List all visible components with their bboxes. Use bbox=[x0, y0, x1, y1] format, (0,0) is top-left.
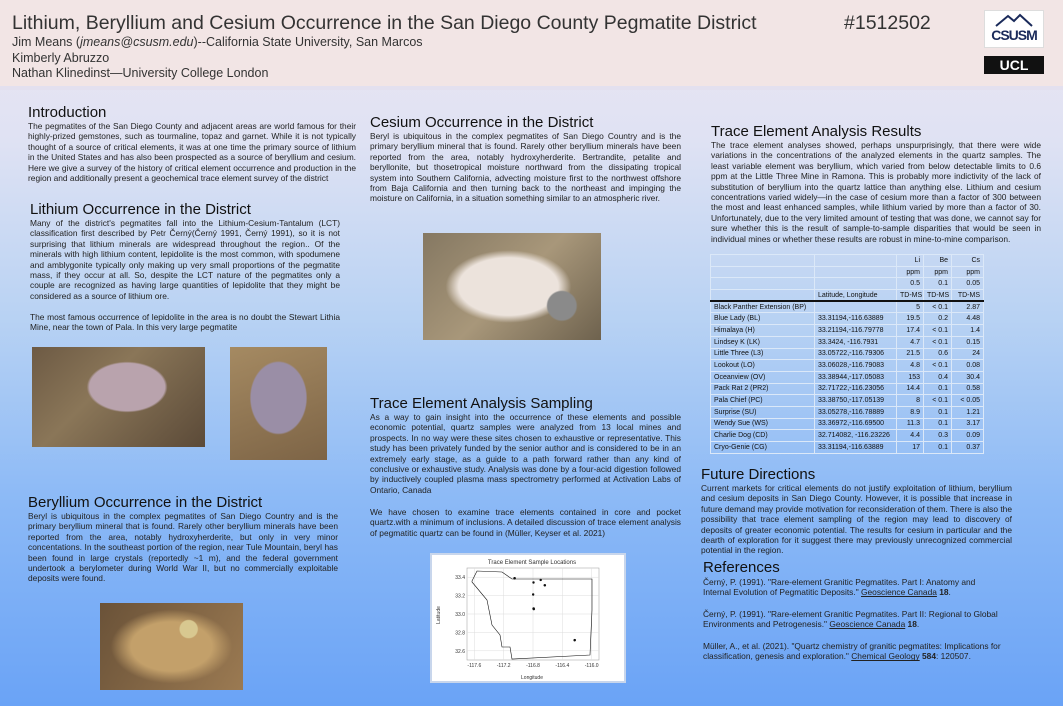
map-ylabel: Latitude bbox=[436, 606, 442, 624]
future-heading: Future Directions bbox=[701, 466, 816, 483]
table-cell bbox=[711, 278, 815, 290]
table-row bbox=[711, 325, 984, 337]
table-cell: Lindsey K (LK) bbox=[711, 336, 815, 348]
reference-journal: Geoscience Canada bbox=[861, 587, 937, 598]
table-cell: 3.17 bbox=[952, 418, 984, 430]
table-cell: 19.5 bbox=[897, 313, 924, 325]
table-cell: 153 bbox=[897, 371, 924, 383]
intro-text: The pegmatites of the San Diego County and adjacent areas are world famous for their highly-prized gemstones, such as tourmaline, topaz and garnet. While it is not typically thought of a source of critical elements, it was at one time the primary source of lithium in the United States and has also been prospected as a source of beryllium and cesium. Here we give a survey of the history of critical element occurrence and production in the region and additionally present a geochemical trace element survey of the district bbox=[28, 121, 356, 184]
reference-text: Müller, A., et al. (2021). "Quartz chemistry of granitic pegmatites: Implications for classification, genesis and exploration." bbox=[703, 641, 1001, 662]
table-cell: 8.9 bbox=[897, 406, 924, 418]
table-cell: < 0.1 bbox=[924, 325, 952, 337]
map-xtick: -116.0 bbox=[584, 663, 599, 669]
beryllium-text: Beryl is ubiquitous in the complex pegmatites of San Diego Country and is the primary beryllium mineral that is found. Rarely other beryllium minerals have been reported from the area, notably hydroxyherderite, but only in very minor concentations. In the southeast portion of the region, near Tule Mountain, beryl has been found in large crystals (reportedly ~1 m), and the federal government undertook a berylometer during World War II, but no commercially exploitable deposits were found. bbox=[28, 511, 338, 584]
table-cell: < 0.1 bbox=[924, 301, 952, 313]
table-cell: 32.714082, -116.23226 bbox=[815, 430, 897, 442]
sampling-text-2: We have chosen to examine trace elements contained in core and pocket quartz.with a minimum of inclusions. A detailed discussion of trace element analysis of pegmatitic quartz can be found in (Müller, Keyser et al. 2021) bbox=[370, 507, 681, 538]
header-row-elements bbox=[711, 255, 984, 267]
table-cell: ppm bbox=[952, 266, 984, 278]
table-cell: 0.1 bbox=[924, 406, 952, 418]
map-xlabel: Longitude bbox=[521, 675, 543, 681]
table-row bbox=[711, 406, 984, 418]
table-cell: Pala Chief (PC) bbox=[711, 395, 815, 407]
reference-text: Černý, P. (1991). "Rare-element Granitic Pegmatites. Part I: Anatomy and Internal Evolution of Pegmatitic Deposits." bbox=[703, 577, 976, 598]
table-cell: Cs bbox=[952, 255, 984, 267]
sample-location-point bbox=[513, 577, 515, 579]
table-cell: 0.1 bbox=[924, 442, 952, 454]
header-row-units bbox=[711, 266, 984, 278]
table-row bbox=[711, 360, 984, 372]
author-3: Nathan Klinedinst—University College London bbox=[12, 66, 269, 80]
table-cell: 0.5 bbox=[897, 278, 924, 290]
reference-volume: 18 bbox=[936, 587, 949, 598]
author-email: jmeans@csusm.edu bbox=[80, 35, 194, 49]
reference-volume: 584 bbox=[919, 651, 936, 662]
table-cell bbox=[711, 255, 815, 267]
map-xtick: -117.6 bbox=[467, 663, 482, 669]
table-cell: Charlie Dog (CD) bbox=[711, 430, 815, 442]
author-1 bbox=[12, 35, 423, 49]
table-cell bbox=[711, 290, 815, 302]
table-cell: 0.08 bbox=[952, 360, 984, 372]
sample-location-point bbox=[540, 579, 542, 581]
table-cell: 30.4 bbox=[952, 371, 984, 383]
poster-id: #1512502 bbox=[844, 12, 931, 34]
map-xtick: -116.4 bbox=[555, 663, 570, 669]
table-cell: 4.8 bbox=[897, 360, 924, 372]
reference-end: : 120507. bbox=[935, 651, 971, 662]
future-text: Current markets for critical elements do not justify exploitation of lithium, beryllium and cesium deposits in San Diego County. However, it is possible that increase in future demand may provide motivation for reconsideration of them. There is also the possibility that trace element sampling of the region may lead to discovery of deposits of greater economic potential. The results for cesium in particular and the dearth of exploration for it suggest there may previously unrecognized commercial potential in the region. bbox=[701, 483, 1012, 556]
sample-location-point bbox=[544, 584, 546, 586]
reference-end: . bbox=[916, 619, 920, 630]
table-cell: 0.58 bbox=[952, 383, 984, 395]
lithium-heading: Lithium Occurrence in the District bbox=[30, 201, 251, 218]
table-cell bbox=[815, 278, 897, 290]
table-cell bbox=[815, 301, 897, 313]
table-row bbox=[711, 418, 984, 430]
table-cell: TD-MS bbox=[897, 290, 924, 302]
table-cell: Latitude, Longitude bbox=[815, 290, 897, 302]
table-cell: 0.2 bbox=[924, 313, 952, 325]
table-cell: ppm bbox=[897, 266, 924, 278]
table-cell: 17 bbox=[897, 442, 924, 454]
table-row bbox=[711, 383, 984, 395]
table-row bbox=[711, 430, 984, 442]
cesium-heading: Cesium Occurrence in the District bbox=[370, 114, 594, 131]
cesium-text: Beryl is ubiquitous in the complex pegmatites of San Diego Country and is the primary beryllium mineral that is found. Rarely other beryllium minerals have been reported from the area, notably hydroxyherderite. Bertrandite, petalite and beryllonite, but thosetropical moisture northward from the dissipating tropical system into Southern California, advecting moisture first to the northwest offshore from Baja California and then turning back to the northeast and impinging the moisture on California, in a situation something similar to an atmospheric river. bbox=[370, 131, 681, 204]
table-cell: 0.37 bbox=[952, 442, 984, 454]
table-cell: 17.4 bbox=[897, 325, 924, 337]
table-cell: 33.06028,-116.79083 bbox=[815, 360, 897, 372]
ucl-logo: UCL bbox=[984, 56, 1044, 74]
table-cell: 21.5 bbox=[897, 348, 924, 360]
table-cell: 33.05278,-116.78889 bbox=[815, 406, 897, 418]
author-2: Kimberly Abruzzo bbox=[12, 51, 110, 65]
beryllium-heading: Beryllium Occurrence in the District bbox=[28, 494, 263, 511]
table-cell: 0.4 bbox=[924, 371, 952, 383]
table-cell: Little Three (L3) bbox=[711, 348, 815, 360]
table-cell: 24 bbox=[952, 348, 984, 360]
map-ytick: 33.4 bbox=[455, 575, 465, 582]
lepidolite-sample-photo bbox=[230, 347, 327, 460]
results-text: The trace element analyses showed, perhaps unspurprisingly, that there were wide variations in the concentrations of the analyzed elements in the quartz samples. The least variable element was beryllium, which varied from below detectable limits to 0.6 ppm at the Little Three Mine in Ramona. This is probably more indictivity of the lack of substitution of beryllium into the quartz lattice than anything else. Lithium and cesium concentrations varied widely—in the case of cesium more than a factor of 300 between the most and least enhanced samples, while lithium varied by more than a factor of 30. Unfortunately, due to the very limited amount of testing that was done, we cannot say for sure whether this is the result of sample-to-sample disparities that would be seen in individual mines or whether these results are robust in mine-to-mine comparison. bbox=[711, 140, 1041, 244]
sample-location-point bbox=[532, 593, 534, 595]
table-row bbox=[711, 348, 984, 360]
table-cell: 0.05 bbox=[952, 278, 984, 290]
table-cell: 0.6 bbox=[924, 348, 952, 360]
table-cell: 33.21194,-116.79778 bbox=[815, 325, 897, 337]
references-heading: References bbox=[703, 559, 780, 576]
sampling-heading: Trace Element Analysis Sampling bbox=[370, 395, 593, 412]
table-cell: TD-MS bbox=[952, 290, 984, 302]
reference-end: . bbox=[948, 587, 951, 598]
table-cell: 0.1 bbox=[924, 278, 952, 290]
table-cell: Li bbox=[897, 255, 924, 267]
map-xtick: -116.8 bbox=[526, 663, 540, 669]
table-cell: < 0.1 bbox=[924, 336, 952, 348]
table-cell: 33.38750,-117.05139 bbox=[815, 395, 897, 407]
table-cell: 0.3 bbox=[924, 430, 952, 442]
table-cell: 33.38944,-117.05083 bbox=[815, 371, 897, 383]
reference-journal: Chemical Geology bbox=[851, 651, 920, 662]
sampling-text: As a way to gain insight into the occurrence of these elements and possible economic potential, quartz samples were analyzed from 13 local mines and prospects. In no way were these sites chosen to exhaustive or representative. This study has been privately funded by the senior author and is considered to be in an extremely early stage, as a guide to a path forward rather than any kind of conclusive or exhaustive study. Analysis was done by a four-acid digestion followed by inductively coupled plasma mass spectrometry performed at Activation Labs of Ontario, Canada bbox=[370, 412, 681, 495]
table-row bbox=[711, 371, 984, 383]
table-cell bbox=[711, 266, 815, 278]
table-cell: Pack Rat 2 (PR2) bbox=[711, 383, 815, 395]
sample-location-point bbox=[532, 581, 534, 583]
table-cell: 1.4 bbox=[952, 325, 984, 337]
table-cell bbox=[815, 266, 897, 278]
results-heading: Trace Element Analysis Results bbox=[711, 123, 922, 140]
table-cell: < 0.1 bbox=[924, 360, 952, 372]
sample-location-point bbox=[533, 608, 535, 610]
mountain-icon bbox=[994, 13, 1034, 27]
reference-1 bbox=[703, 577, 1003, 598]
csusm-logo bbox=[984, 10, 1044, 48]
lepidolite-hammer-photo bbox=[32, 347, 205, 447]
table-cell: 32.71722,-116.23056 bbox=[815, 383, 897, 395]
table-cell: 4.7 bbox=[897, 336, 924, 348]
table-cell: Oceanview (OV) bbox=[711, 371, 815, 383]
intro-heading: Introduction bbox=[28, 104, 107, 121]
table-cell: Black Panther Extension (BP) bbox=[711, 301, 815, 313]
table-cell: 4.48 bbox=[952, 313, 984, 325]
map-ytick: 32.6 bbox=[455, 648, 465, 655]
map-ytick: 32.8 bbox=[455, 630, 465, 637]
table-cell: 33.3424, -116.7931 bbox=[815, 336, 897, 348]
reference-volume: 18 bbox=[905, 619, 917, 630]
header-row-detection-limits bbox=[711, 278, 984, 290]
author-affiliation: )--California State University, San Marcos bbox=[193, 35, 423, 49]
sample-location-point bbox=[573, 639, 575, 641]
reference-3 bbox=[703, 641, 1003, 662]
table-row bbox=[711, 301, 984, 313]
map-ytick: 33.2 bbox=[455, 593, 465, 600]
csusm-logo-text: CSUSM bbox=[991, 27, 1037, 43]
table-row bbox=[711, 442, 984, 454]
table-cell: 33.05722,-116.79306 bbox=[815, 348, 897, 360]
table-cell: 33.36972,-116.69500 bbox=[815, 418, 897, 430]
map-ytick: 33.0 bbox=[455, 612, 465, 618]
header-row-methods bbox=[711, 290, 984, 302]
trace-element-table bbox=[710, 254, 984, 454]
table-cell: Cryo-Genie (CG) bbox=[711, 442, 815, 454]
table-cell: 5 bbox=[897, 301, 924, 313]
poster-header bbox=[0, 0, 1063, 90]
table-cell: 4.4 bbox=[897, 430, 924, 442]
table-cell: Lookout (LO) bbox=[711, 360, 815, 372]
map-title: Trace Element Sample Locations bbox=[487, 560, 577, 566]
table-cell: Wendy Sue (WS) bbox=[711, 418, 815, 430]
table-cell: 33.31194,-116.63889 bbox=[815, 313, 897, 325]
table-cell: 33.31194,-116.63889 bbox=[815, 442, 897, 454]
table-cell: ppm bbox=[924, 266, 952, 278]
table-cell: < 0.1 bbox=[924, 395, 952, 407]
sample-locations-map bbox=[430, 553, 626, 683]
table-cell: TD-MS bbox=[924, 290, 952, 302]
table-cell: 2.87 bbox=[952, 301, 984, 313]
table-cell: 8 bbox=[897, 395, 924, 407]
table-cell: Himalaya (H) bbox=[711, 325, 815, 337]
san-diego-county-outline bbox=[472, 571, 592, 659]
table-cell: Be bbox=[924, 255, 952, 267]
lithium-text-2: The most famous occurrence of lepidolite in the area is no doubt the Stewart Lithia Mine, near the town of Pala. In this very large pegmatite bbox=[30, 312, 340, 333]
reference-2 bbox=[703, 609, 1013, 630]
table-row bbox=[711, 336, 984, 348]
table-cell: 0.15 bbox=[952, 336, 984, 348]
table-row bbox=[711, 313, 984, 325]
table-cell: 0.09 bbox=[952, 430, 984, 442]
table-cell bbox=[815, 255, 897, 267]
lithium-text: Many of the district's pegmatites fall into the Lithium-Cesium-Tantalum (LCT) classification first described by Petr Černý(Černý 1991, Černý 1991), so it is not surprising that lithium minerals are widespread throughout the region.. Of the minerals with high lithium content, lepidolite is the most common, with spodumene and amblygonite typically only making up very small proportions of the pegmatite mass, if they occur at all. So, despite the LCT nature of the pegmatites only a couple are recognized as having large quantities of lepidolite that they might be considered as a source of lithium ore. bbox=[30, 218, 340, 301]
table-cell: 1.21 bbox=[952, 406, 984, 418]
table-cell: 14.4 bbox=[897, 383, 924, 395]
table-cell: 0.1 bbox=[924, 383, 952, 395]
poster-title: Lithium, Beryllium and Cesium Occurrence in the San Diego County Pegmatite District bbox=[12, 12, 757, 34]
reference-text: Černý, P. (1991). "Rare-element Granitic Pegmatites. Part II: Regional to Global Environments and Petrogenesis." bbox=[703, 609, 998, 630]
table-cell: Blue Lady (BL) bbox=[711, 313, 815, 325]
pollucite-photo bbox=[423, 233, 601, 340]
reference-journal: Geoscience Canada bbox=[829, 619, 906, 630]
table-row bbox=[711, 395, 984, 407]
beryl-photo bbox=[100, 603, 243, 690]
table-cell: 11.3 bbox=[897, 418, 924, 430]
map-xtick: -117.2 bbox=[496, 663, 511, 669]
table-cell: < 0.05 bbox=[952, 395, 984, 407]
author-name: Jim Means ( bbox=[12, 35, 81, 49]
table-cell: Surprise (SU) bbox=[711, 406, 815, 418]
table-cell: 0.1 bbox=[924, 418, 952, 430]
